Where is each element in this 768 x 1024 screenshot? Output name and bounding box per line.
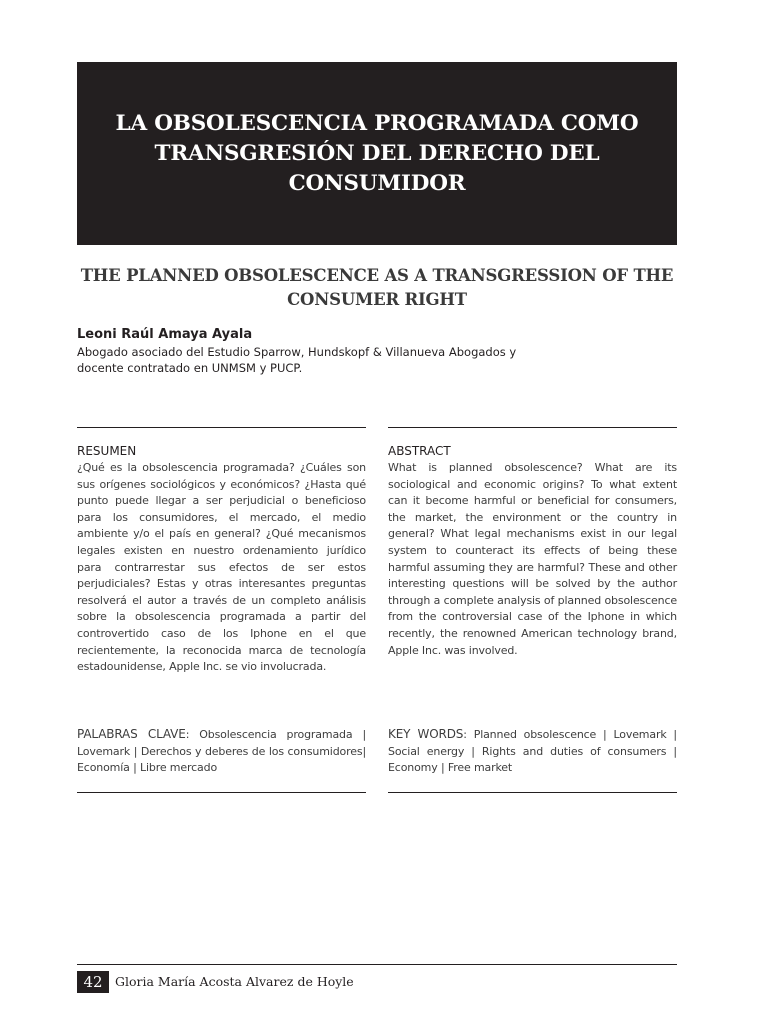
key-words-block	[388, 726, 677, 777]
divider-abstract-bottom	[388, 792, 677, 793]
palabras-clave-block	[77, 726, 366, 777]
article-title: LA OBSOLESCENCIA PROGRAMADA COMO TRANSGRESIÓN DEL DERECHO DEL CONSUMIDOR	[115, 110, 639, 196]
running-head: Gloria María Acosta Alvarez de Hoyle	[115, 974, 354, 989]
divider-resumen-bottom	[77, 792, 366, 793]
key-words-list: : Planned obsolescence | Lovemark | Social energy | Rights and duties of consumers | Economy | Free market	[388, 728, 677, 775]
resumen-section	[77, 444, 366, 676]
author-affiliation: Abogado asociado del Estudio Sparrow, Hundskopf & Villanueva Abogados y docente contratado en UNMSM y PUCP.	[77, 345, 517, 375]
page-number: 42	[77, 971, 109, 993]
palabras-clave-label: PALABRAS CLAVE	[77, 727, 186, 741]
abstract-heading: ABSTRACT	[388, 444, 451, 458]
footer-rule	[77, 964, 677, 965]
article-subtitle: THE PLANNED OBSOLESCENCE AS A TRANSGRESSION OF THE CONSUMER RIGHT	[80, 266, 674, 309]
abstract-text: What is planned obsolescence? What are its sociological and economic origins? To what extent can it become harmful or beneficial for consumers, the market, the environment or the country in general? What legal mechanisms exist in our legal system to counteract its effects of being these harmful assuming they are harmful? These and other interesting questions will be solved by the author through a complete analysis of planned obsolescence from the controversial case of the Iphone in which recently, the renowned American technology brand, Apple Inc. was involved.	[388, 461, 677, 657]
divider-resumen-top	[77, 427, 366, 428]
key-words-label: KEY WORDS	[388, 727, 464, 741]
divider-abstract-top	[388, 427, 677, 428]
palabras-clave-list: : Obsolescencia programada | Lovemark | Derechos y deberes de los consumidores| Economía | Libre mercado	[77, 728, 366, 775]
title-banner	[77, 62, 677, 245]
author-block	[77, 326, 677, 376]
resumen-text: ¿Qué es la obsolescencia programada? ¿Cuáles son sus orígenes sociológicos y económicos? ¿Hasta qué punto puede llegar a ser perjudicial o beneficioso para los consumidores, el mercado, el medio ambiente y/o el país en general? ¿Qué mecanismos legales existen en nuestro ordenamiento jurídico para contrarrestar sus efectos de ser estos perjudiciales? Estas y otras interesantes preguntas resolverá el autor a través de un completo análisis sobre la obsolescencia programada a partir del controvertido caso de los Iphone en el que recientemente, la reconocida marca de tecnología estadounidense, Apple Inc. se vio involucrada.	[77, 461, 366, 674]
author-name: Leoni Raúl Amaya Ayala	[77, 327, 253, 342]
abstract-section	[388, 444, 677, 659]
resumen-heading: RESUMEN	[77, 444, 137, 458]
